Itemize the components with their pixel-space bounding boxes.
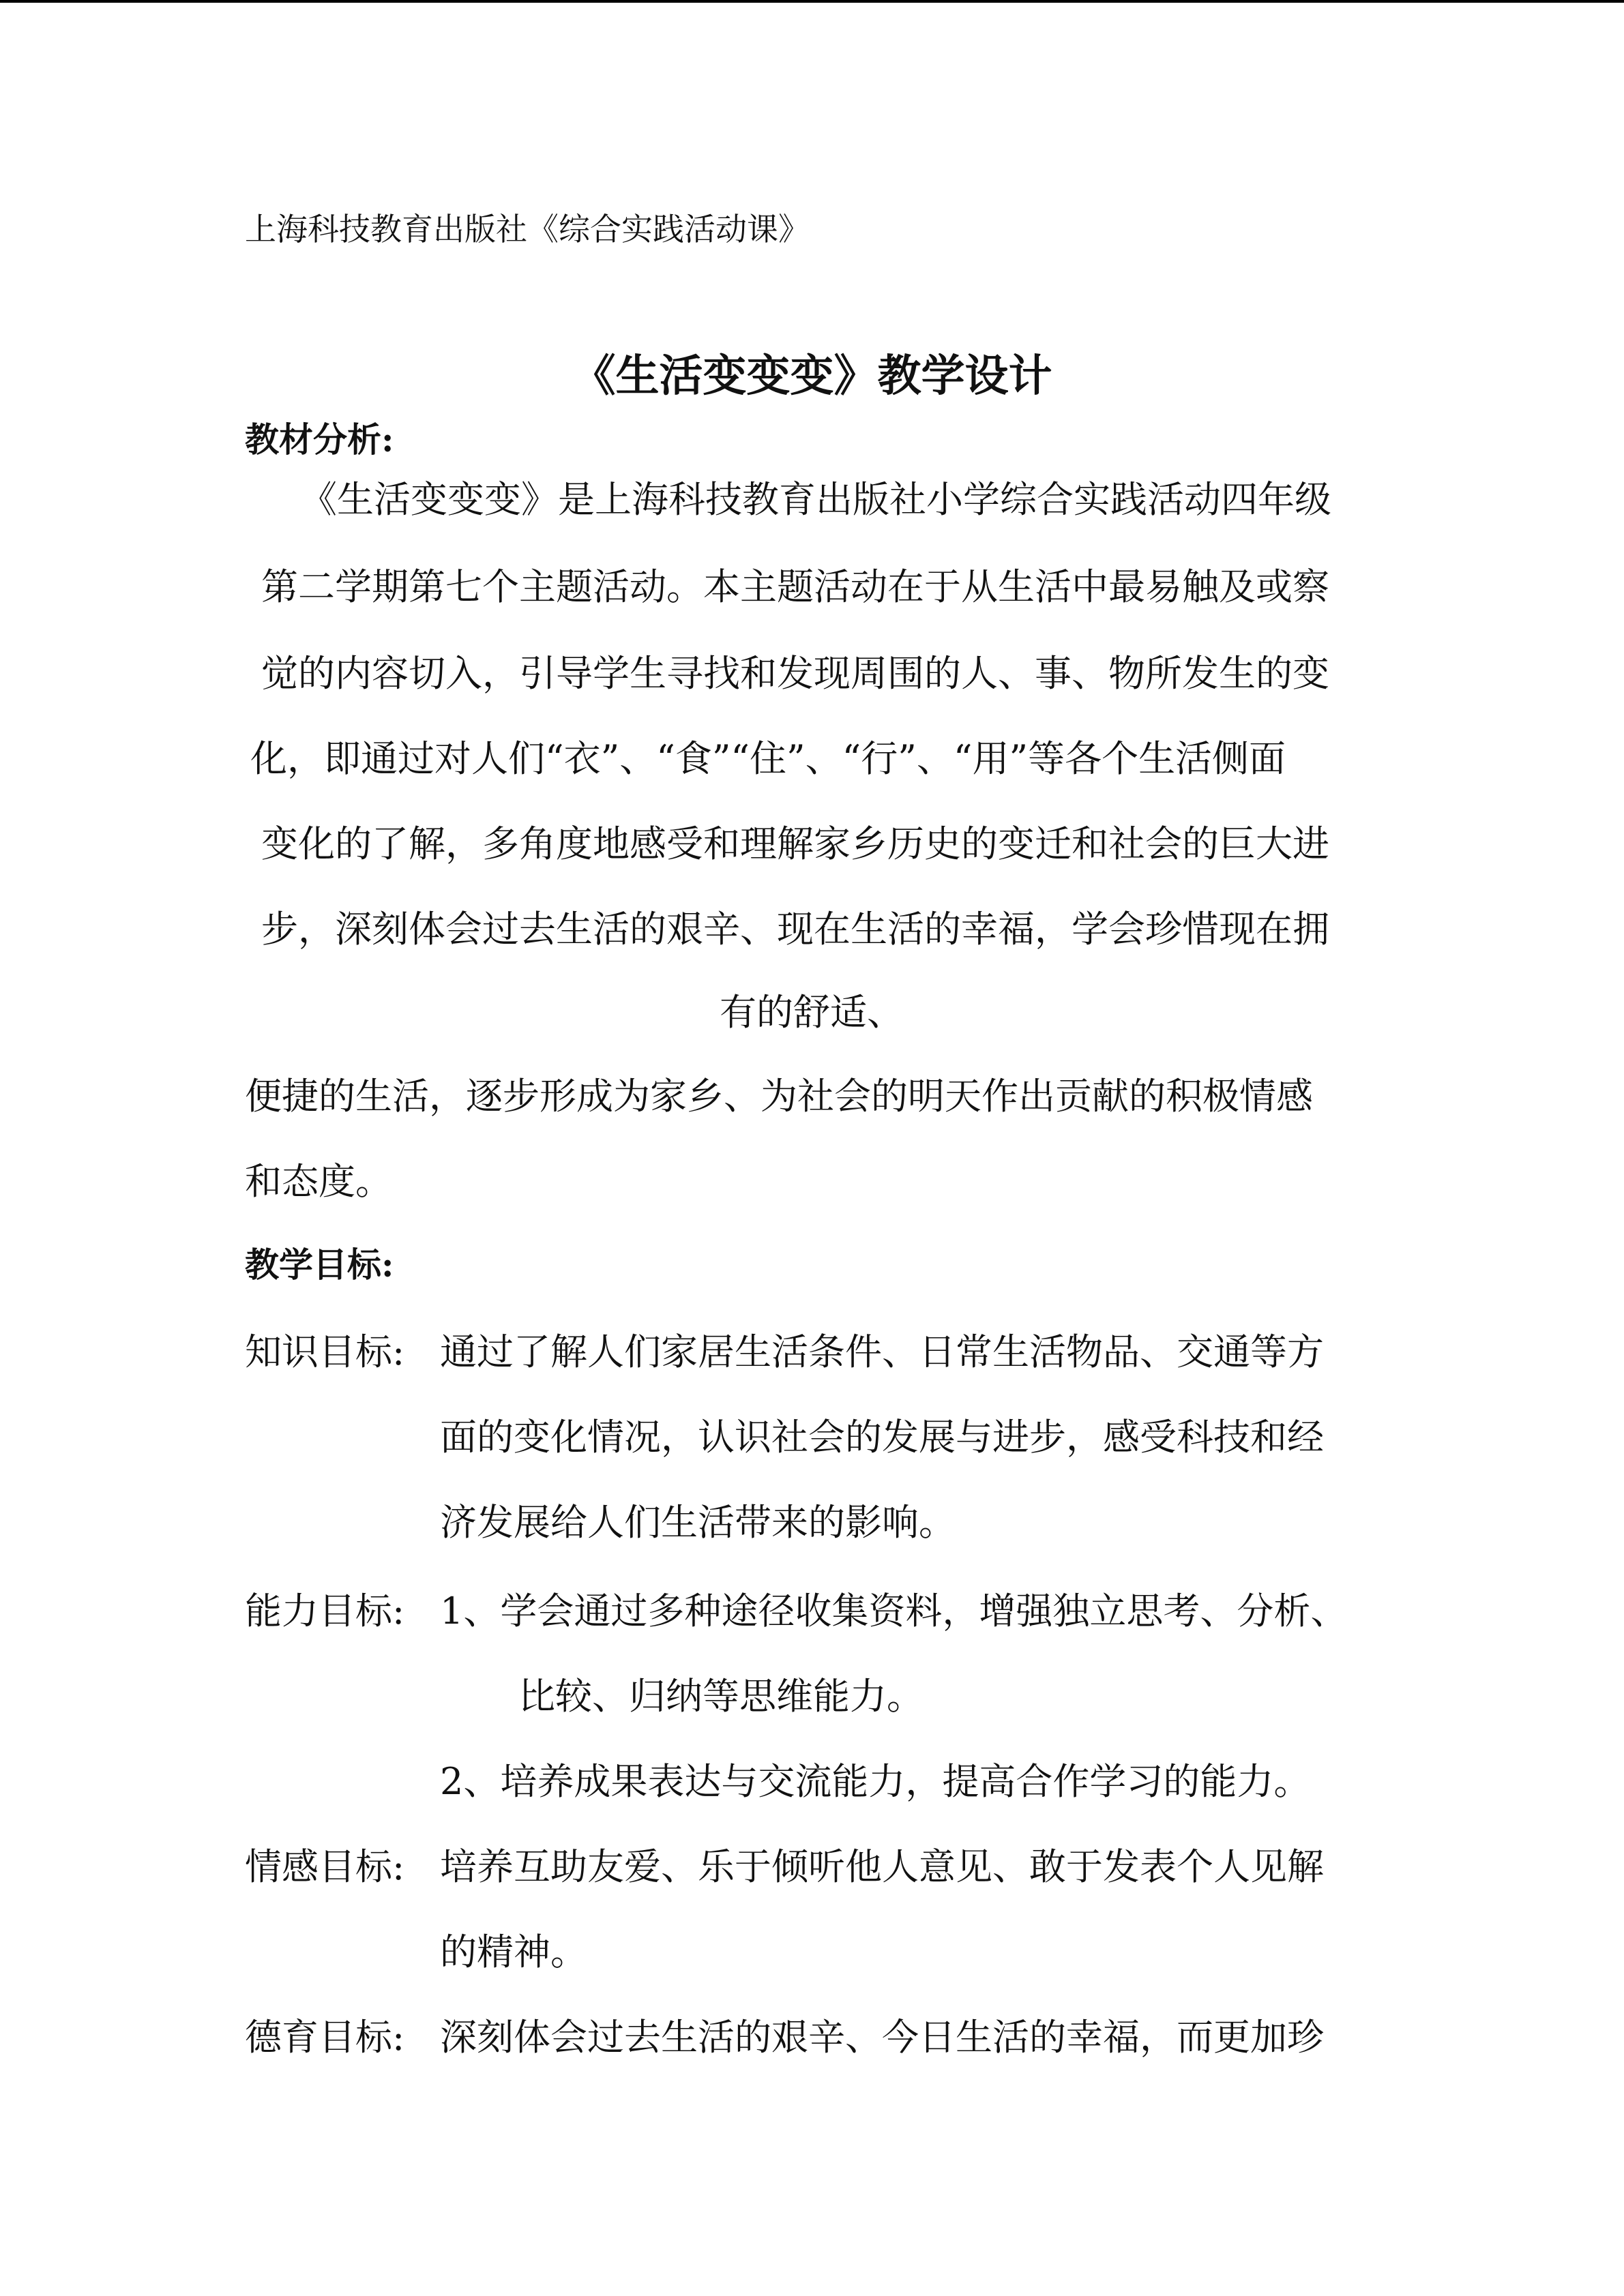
knowledge-goal-line: 通过了解人们家居生活条件、日常生活物品、交通等方 xyxy=(440,1330,1324,1373)
moral-goal-line: 深刻体会过去生活的艰辛、今日生活的幸福，而更加珍 xyxy=(440,2016,1324,2059)
analysis-heading: 教材分析: xyxy=(245,419,394,460)
analysis-line: 有的舒适、 xyxy=(720,991,904,1034)
moral-goal-label: 德育目标: xyxy=(245,2016,405,2059)
top-border-rule xyxy=(0,0,1624,3)
publisher-line: 上海科技教育出版社《综合实践活动课》 xyxy=(245,211,810,248)
analysis-line: 第二学期第七个主题活动。本主题活动在于从生活中最易触及或察 xyxy=(261,565,1329,608)
ability-goal-line: 1、学会通过多种途径收集资料，增强独立思考、分析、 xyxy=(440,1590,1348,1632)
analysis-line: 《生活变变变》是上海科技教育出版社小学综合实践活动四年级 xyxy=(300,478,1331,521)
emotion-goal-label: 情感目标: xyxy=(245,1845,405,1888)
emotion-goal-line: 的精神。 xyxy=(440,1930,587,1973)
analysis-line: 变化的了解，多角度地感受和理解家乡历史的变迁和社会的巨大进 xyxy=(261,822,1329,865)
analysis-line: 觉的内容切入，引导学生寻找和发现周围的人、事、物所发生的变 xyxy=(261,652,1329,695)
document-title: 《生活变变变》教学设计 xyxy=(572,351,1052,402)
analysis-line: 步，深刻体会过去生活的艰辛、现在生活的幸福，学会珍惜现在拥 xyxy=(261,908,1329,951)
ability-goal-line: 2、培养成果表达与交流能力，提高合作学习的能力。 xyxy=(440,1760,1311,1803)
analysis-line: 化，即通过对人们“衣”、“食”“住”、“行”、“用”等各个生活侧面 xyxy=(250,737,1286,780)
emotion-goal-line: 培养互助友爱、乐于倾听他人意见、敢于发表个人见解 xyxy=(440,1845,1324,1888)
ability-goal-label: 能力目标: xyxy=(245,1590,405,1632)
knowledge-goal-line: 面的变化情况，认识社会的发展与进步，感受科技和经 xyxy=(440,1416,1324,1459)
goals-heading: 教学目标: xyxy=(245,1244,394,1285)
knowledge-goal-line: 济发展给人们生活带来的影响。 xyxy=(440,1501,956,1544)
ability-goal-line: 比较、归纳等思维能力。 xyxy=(518,1675,924,1718)
analysis-line: 和态度。 xyxy=(245,1160,392,1203)
knowledge-goal-label: 知识目标: xyxy=(245,1330,405,1373)
analysis-line: 便捷的生活，逐步形成为家乡、为社会的明天作出贡献的积极情感 xyxy=(245,1075,1313,1118)
